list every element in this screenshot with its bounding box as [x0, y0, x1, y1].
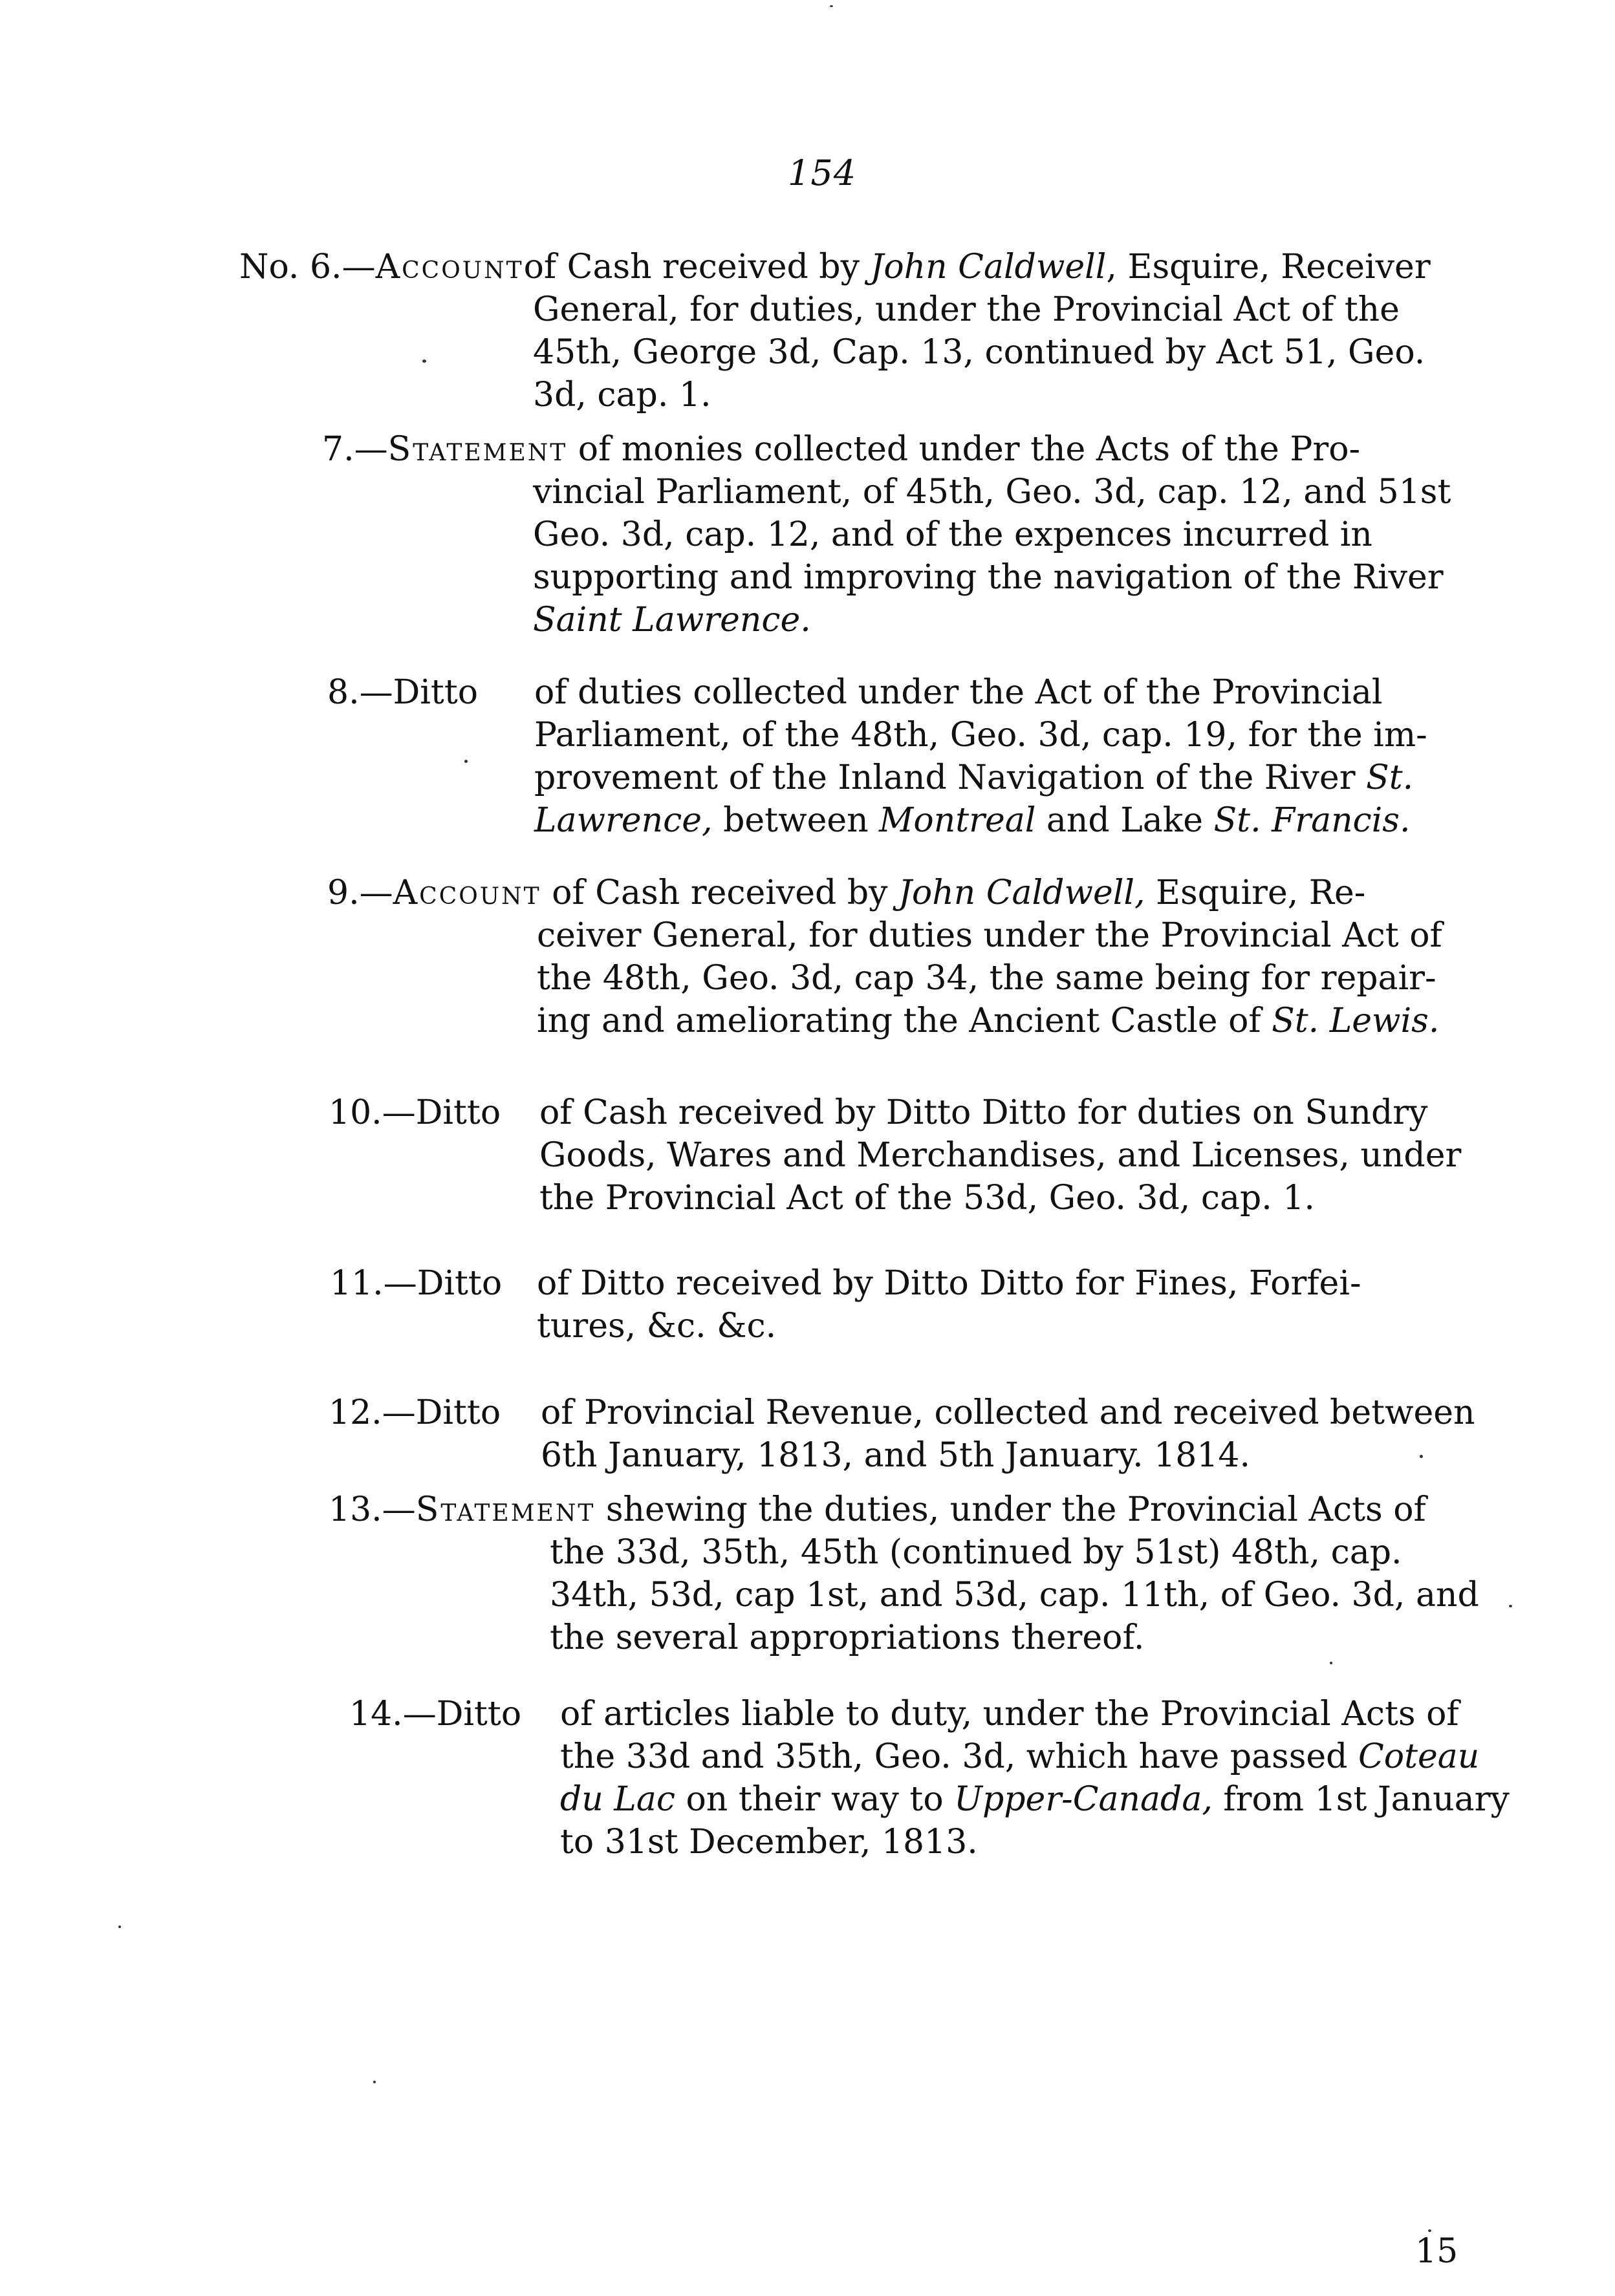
- line-text: of Cash received by Ditto Ditto for duties on Sundry: [539, 1093, 1428, 1132]
- line-text: to 31st December, 1813.: [560, 1823, 978, 1861]
- italic-name: St. Francis.: [1213, 801, 1411, 840]
- entry-line: [537, 1305, 776, 1347]
- scan-speck: [373, 2081, 376, 2083]
- line-text: the Provincial Act of the 53d, Geo. 3d, cap. 1.: [539, 1179, 1315, 1218]
- line-text: tures, &c. &c.: [537, 1307, 777, 1346]
- entry-number: [329, 1391, 501, 1434]
- line-text: of Provincial Revenue, collected and received between: [541, 1393, 1475, 1432]
- catchword: 15: [1415, 2232, 1458, 2271]
- line-text: and Lake: [1035, 801, 1214, 840]
- entry-line: [539, 1134, 1461, 1177]
- entry-line: [533, 471, 1451, 513]
- entry-line: [541, 874, 1366, 912]
- line-text: General, for duties, under the Provincial Act of the: [533, 290, 1400, 329]
- entry-number-text: 11.—Ditto: [330, 1264, 503, 1303]
- line-text: vincial Parliament, of 45th, Geo. 3d, cap. 12, and 51st: [533, 473, 1451, 511]
- italic-name: Montreal: [879, 801, 1036, 840]
- entry-lead-word: Account: [393, 874, 541, 912]
- entry-number: [329, 1488, 1426, 1531]
- scan-speck: [1509, 1605, 1512, 1607]
- line-text: Goods, Wares and Merchandises, and Licenses, under: [539, 1136, 1462, 1175]
- entry-line: [560, 1778, 1510, 1821]
- entry-number-text: No. 6.—: [239, 248, 376, 286]
- entry-line: [560, 1821, 978, 1863]
- entry-number: [322, 428, 1360, 471]
- line-text: supporting and improving the navigation of the River: [533, 558, 1444, 597]
- italic-name: John Caldwell: [870, 248, 1107, 286]
- entry-line: [534, 756, 1413, 799]
- line-text: Esquire, Re-: [1145, 874, 1366, 912]
- line-text: shewing the duties, under the Provincial Acts of: [595, 1490, 1426, 1529]
- entry-line: [533, 374, 711, 416]
- entry-line: [533, 331, 1425, 374]
- scan-speck: [830, 5, 833, 7]
- line-text: 34th, 53d, cap 1st, and 53d, cap. 11th, of Geo. 3d, and: [550, 1576, 1479, 1615]
- entry-line: [539, 1091, 1427, 1134]
- entry-lead-word: Account: [375, 248, 524, 286]
- italic-name: St.: [1366, 758, 1414, 797]
- line-text: Parliament, of the 48th, Geo. 3d, cap. 19, for the im-: [534, 716, 1427, 755]
- italic-name: Saint Lawrence.: [533, 601, 811, 639]
- entry-line: [537, 957, 1436, 1000]
- entry-number-text: 14.—Ditto: [349, 1695, 522, 1733]
- entry-number: [349, 1693, 521, 1735]
- scan-speck: [1420, 1455, 1423, 1458]
- entry-number: [329, 1091, 501, 1134]
- entry-line: [541, 1391, 1475, 1434]
- scan-speck: [464, 760, 468, 763]
- page-number: 154: [788, 153, 857, 193]
- entry-number-text: 7.—: [322, 430, 388, 469]
- entry-number-text: 10.—Ditto: [329, 1093, 501, 1132]
- line-text: ing and ameliorating the Ancient Castle of: [537, 1002, 1272, 1040]
- entry-number: [239, 246, 1431, 288]
- entry-line: [550, 1574, 1479, 1616]
- entry-line: [539, 1177, 1315, 1219]
- line-text: of Ditto received by Ditto Ditto for Fines, Forfei-: [537, 1264, 1361, 1303]
- scan-speck: [1330, 1662, 1332, 1664]
- scan-speck: [1428, 2229, 1431, 2232]
- entry-line: [567, 430, 1360, 469]
- line-text: on their way to: [675, 1780, 955, 1819]
- entry-line: [534, 799, 1411, 842]
- line-text: of duties collected under the Act of the Provincial: [534, 673, 1383, 712]
- line-text: Geo. 3d, cap. 12, and of the expences incurred in: [533, 515, 1372, 554]
- italic-name: Upper-Canada,: [954, 1780, 1213, 1819]
- entry-number: [327, 671, 478, 714]
- line-text: of articles liable to duty, under the Provincial Acts of: [560, 1695, 1459, 1733]
- entry-line: [533, 599, 811, 641]
- line-text: the several appropriations thereof.: [550, 1618, 1145, 1657]
- entry-line: [537, 1262, 1361, 1305]
- line-text: of monies collected under the Acts of the Pro-: [567, 430, 1361, 469]
- line-text: provement of the Inland Navigation of the River: [534, 758, 1367, 797]
- entry-line: [534, 714, 1427, 756]
- line-text: of Cash received by: [541, 874, 899, 912]
- italic-name: Coteau: [1358, 1737, 1480, 1776]
- entry-line: [533, 556, 1444, 599]
- italic-name: John Caldwell,: [898, 874, 1145, 912]
- entry-number: [330, 1262, 502, 1305]
- line-text: from 1st January: [1212, 1780, 1510, 1819]
- entry-line: [537, 914, 1442, 957]
- entry-line: [541, 1434, 1250, 1477]
- entry-line: [533, 288, 1400, 331]
- line-text: the 33d, 35th, 45th (continued by 51st) 48th, cap.: [550, 1533, 1402, 1572]
- line-text: the 33d and 35th, Geo. 3d, which have passed: [560, 1737, 1358, 1776]
- entry-line: [560, 1735, 1479, 1778]
- entry-line: [524, 248, 1431, 286]
- line-text: ceiver General, for duties under the Provincial Act of: [537, 916, 1442, 955]
- entry-line: [533, 513, 1372, 556]
- line-text: , Esquire, Receiver: [1106, 248, 1431, 286]
- line-text: 3d, cap. 1.: [533, 376, 711, 414]
- italic-name: St. Lewis.: [1272, 1002, 1440, 1040]
- entry-number-text: 12.—Ditto: [329, 1393, 501, 1432]
- scan-speck: [118, 1926, 121, 1928]
- entry-number-text: 13.—: [329, 1490, 416, 1529]
- entry-line: [550, 1616, 1144, 1659]
- line-text: 6th January, 1813, and 5th January. 1814.: [541, 1436, 1251, 1475]
- italic-name: du Lac: [560, 1780, 675, 1819]
- entry-line: [537, 1000, 1439, 1042]
- entry-line: [595, 1490, 1425, 1529]
- line-text: between: [712, 801, 880, 840]
- scan-speck: [422, 359, 426, 363]
- line-text: of Cash received by: [523, 248, 871, 286]
- entry-lead-word: Statement: [415, 1490, 596, 1529]
- line-text: the 48th, Geo. 3d, cap 34, the same being for repair-: [537, 959, 1436, 998]
- italic-name: Lawrence,: [534, 801, 713, 840]
- entry-number-text: 8.—Ditto: [327, 673, 479, 712]
- entry-lead-word: Statement: [387, 430, 568, 469]
- entry-line: [560, 1693, 1459, 1735]
- entry-number-text: 9.—: [327, 874, 393, 912]
- entry-number: [327, 872, 1365, 914]
- entry-line: [534, 671, 1382, 714]
- entry-line: [550, 1531, 1402, 1574]
- line-text: 45th, George 3d, Cap. 13, continued by Act 51, Geo.: [533, 333, 1425, 372]
